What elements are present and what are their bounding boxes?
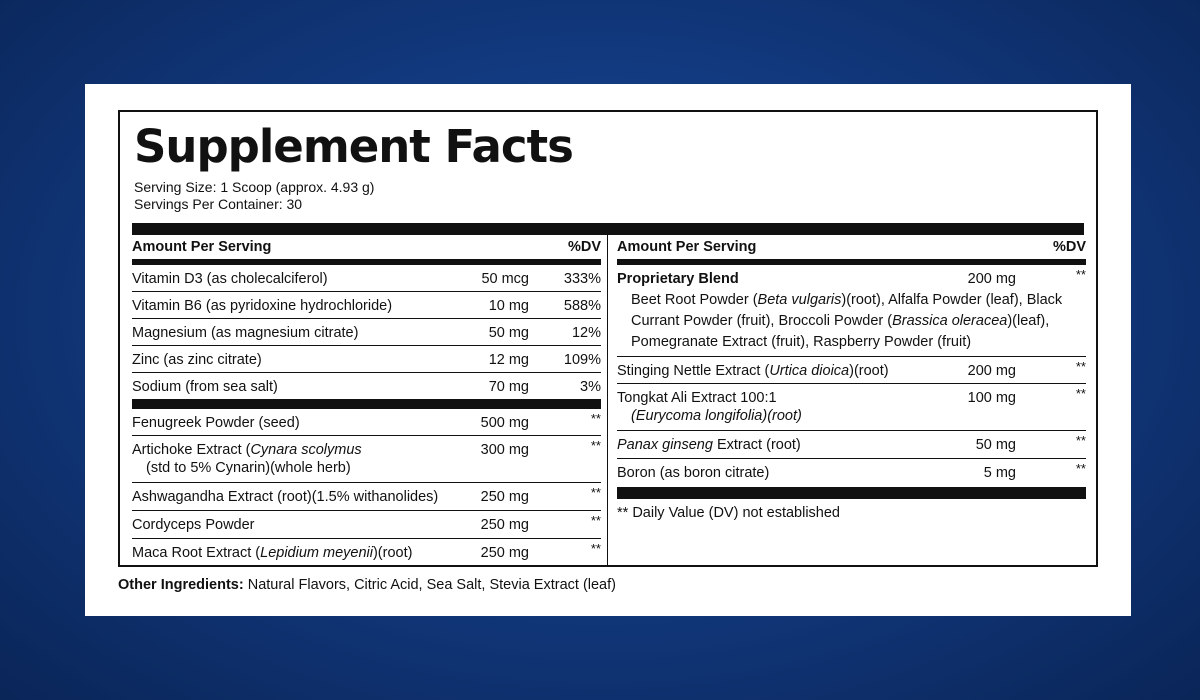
serving-size: Serving Size: 1 Scoop (approx. 4.93 g) <box>134 179 375 195</box>
top-thick-bar <box>132 223 1084 235</box>
table-row: Stinging Nettle Extract (Urtica dioica)(root) 200 mg ** <box>617 357 1086 384</box>
dv-footnote: ** Daily Value (DV) not established <box>617 505 840 521</box>
supplement-facts-panel <box>118 110 1098 567</box>
serving-info <box>134 179 374 213</box>
right-column <box>617 235 1086 521</box>
table-row: Magnesium (as magnesium citrate) 50 mg 12% <box>132 319 601 346</box>
table-row: Maca Root Extract (Lepidium meyenii)(root) 250 mg ** <box>132 541 601 561</box>
table-row: Tongkat Ali Extract 100:1 (Eurycoma longifolia)(root) 100 mg ** <box>617 384 1086 431</box>
bottom-bar <box>617 487 1086 499</box>
table-row: Proprietary Blend 200 mg ** Beet Root Powder (Beta vulgaris)(root), Alfalfa Powder (leaf), Black Currant Powder (fruit), Broccoli Powder (Brassica oleracea)(leaf), Pomegranate Extract (fruit), Raspberry Powder (fruit) <box>617 265 1086 357</box>
amount-per-serving-header: Amount Per Serving <box>132 239 272 255</box>
table-row: Boron (as boron citrate) 5 mg ** <box>617 461 1086 481</box>
blend-ingredients: Beet Root Powder (Beta vulgaris)(root), Alfalfa Powder (leaf), Black Currant Powder (fruit), Broccoli Powder (Brassica oleracea)(leaf), Pomegranate Extract (fruit), Raspberry Powder (fruit) <box>631 292 1063 350</box>
column-divider <box>607 235 608 565</box>
left-column <box>132 235 601 566</box>
table-row: Ashwagandha Extract (root)(1.5% withanolides) 250 mg ** <box>132 483 601 511</box>
dv-header: %DV <box>567 239 601 255</box>
servings-per-container: Servings Per Container: 30 <box>134 196 303 212</box>
left-header <box>132 235 601 259</box>
table-row: Vitamin D3 (as cholecalciferol) 50 mcg 333% <box>132 265 601 292</box>
section-bar <box>132 399 601 409</box>
table-row: Vitamin B6 (as pyridoxine hydrochloride) 10 mg 588% <box>132 292 601 319</box>
label-title: Supplement Facts <box>134 120 573 173</box>
table-row: Panax ginseng Extract (root) 50 mg ** <box>617 431 1086 459</box>
dv-header: %DV <box>1052 239 1086 255</box>
table-row: Zinc (as zinc citrate) 12 mg 109% <box>132 346 601 373</box>
label-card <box>85 84 1131 616</box>
table-row: Cordyceps Powder 250 mg ** <box>132 511 601 539</box>
table-row: Sodium (from sea salt) 70 mg 3% <box>132 379 601 395</box>
amount-per-serving-header: Amount Per Serving <box>617 239 757 255</box>
other-ingredients: Other Ingredients: Natural Flavors, Citric Acid, Sea Salt, Stevia Extract (leaf) <box>118 577 616 593</box>
table-row: Fenugreek Powder (seed) 500 mg ** <box>132 409 601 436</box>
right-header <box>617 235 1086 259</box>
table-row: Artichoke Extract (Cynara scolymus (std to 5% Cynarin)(whole herb) 300 mg ** <box>132 436 601 483</box>
